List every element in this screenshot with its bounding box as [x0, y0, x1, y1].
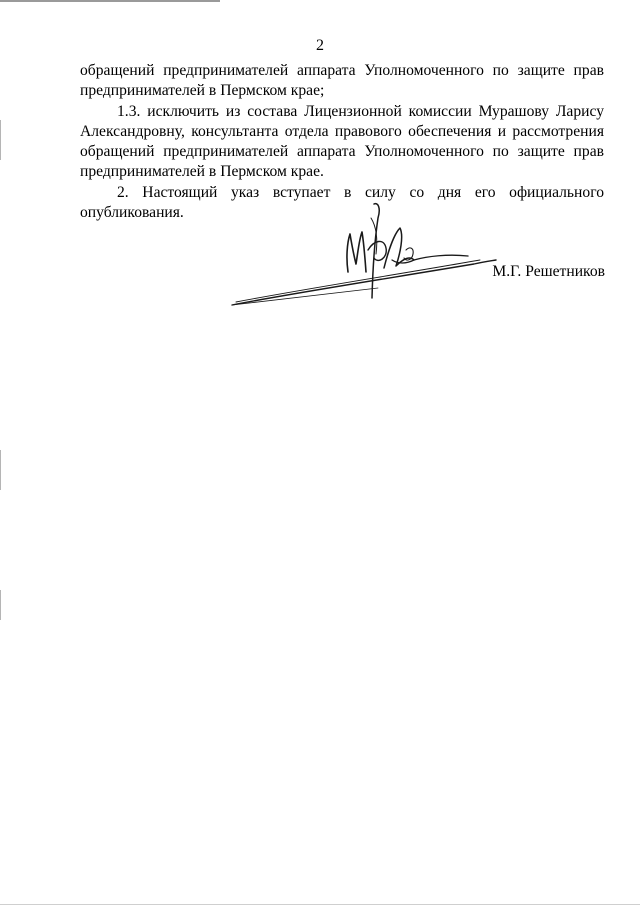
text-line: предпринимателей в Пермском крае. [80, 163, 324, 181]
text-line: обращений предпринимателей аппарата Уполномоченного по защите прав [80, 62, 604, 79]
text-line: 2. Настоящий указ вступает в силу со дня его официального [117, 183, 604, 201]
page-number: 2 [316, 37, 324, 54]
text-line: опубликования. [80, 204, 184, 222]
text-line: предпринимателей в Пермском крае; [80, 82, 325, 100]
scan-edge-top [0, 0, 220, 2]
scan-edge-left-lower [0, 590, 1, 620]
handwritten-signature [228, 198, 500, 312]
scan-edge-left-upper [0, 120, 1, 160]
scan-edge-left-middle [0, 450, 1, 490]
text-line: 1.3. исключить из состава Лицензионной комиссии Мурашову Ларису [117, 102, 604, 120]
text-line: обращений предпринимателей аппарата Уполномоченного по защите прав [80, 143, 604, 161]
text-line: Александровну, консультанта отдела правового обеспечения и рассмотрения [80, 122, 604, 140]
signer-name: М.Г. Решетников [492, 263, 605, 280]
